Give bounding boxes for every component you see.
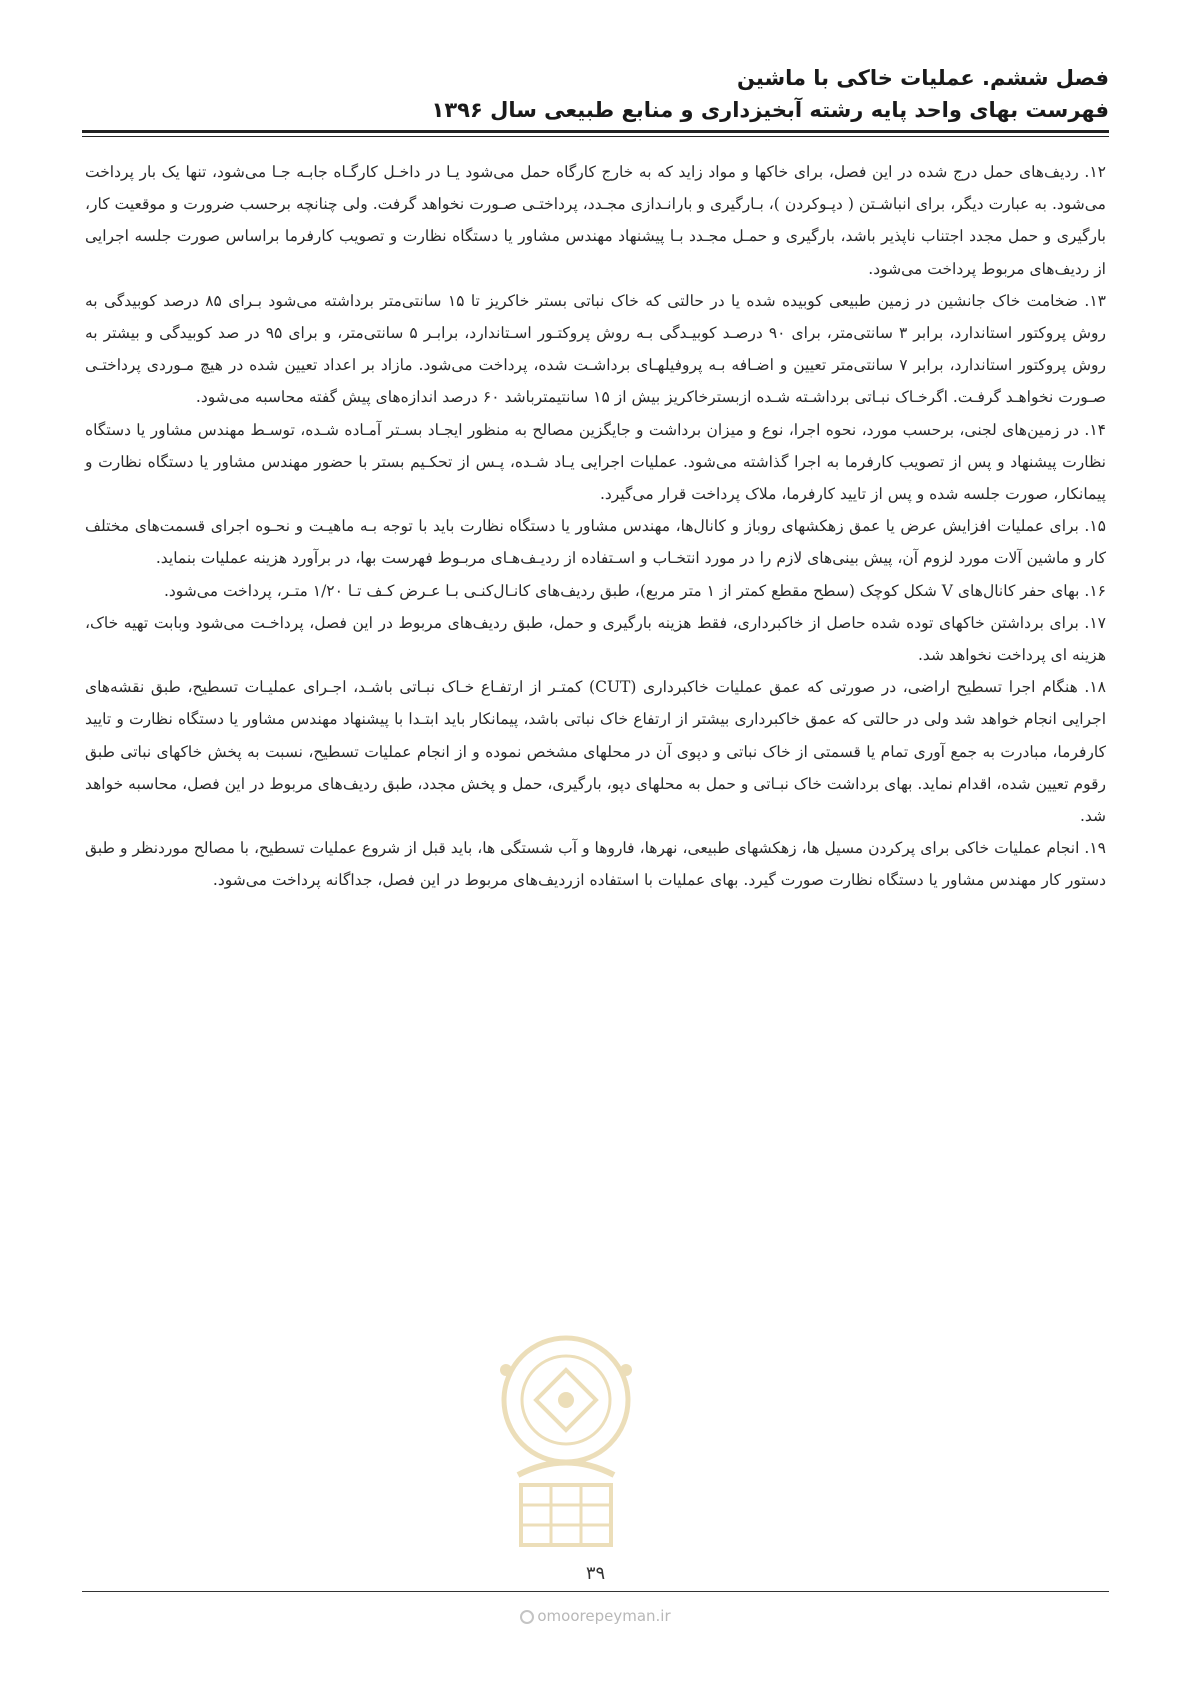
paragraph-17: ۱۷. برای برداشتن خاکهای توده شده حاصل از خاکبرداری، فقط هزینه بارگیری و حمل، طبق ردیف‌های مربوط در این فصل، پرداخـت می‌شود وبابت تهیه خاک، هزینه ای پرداخت نخواهد شد. [85, 613, 1106, 665]
paragraph-15: ۱۵. برای عملیات افزایش عرض یا عمق زهکشهای روباز و کانال‌ها، مهندس مشاور یا دستگاه نظارت باید با توجه بـه ماهیـت و نحـوه اجرای قسمت‌های مختلف کار و ماشین آلات مورد لزوم آن، پیش بینی‌های لازم را در مورد انتخـاب و اسـتفاده از ردیـف‌هـای مربـوط فهرست بها، در برآورد هزینه عملیات بنماید. [85, 517, 1106, 568]
paragraph-18: ۱۸. هنگام اجرا تسطیح اراضی، در صورتی که عمق عملیات خاکبرداری (CUT) کمتـر از ارتفـاع خـاک نبـاتی باشـد، اجـرای عملیـات تسطیح، طبق نقشه‌های اجرایی انجام خواهد شد ولی در حالتی که عمق خاکبرداری بیشتر از ارتفاع خاک نباتی باشد، پیمانکار باید ابتـدا با پیشنهاد مهندس مشاور یا دستگاه نظارت و تایید کارفرما، مبادرت به جمع آوری تمام یا قسمتی از خاک نباتی و دپوی آن در محلهای مشخص نموده و از انجام عملیات تسطیح، نسبت به پخش خاکهای نباتی طبق رقوم تعیین شده، اقدام نماید. بهای برداشت خاک نبـاتی و حمل به محلهای دپو، بارگیری، حمل و پخش مجدد، طبق ردیف‌های مربوط در این فصل، محاسبه خواهد شد. [85, 678, 1106, 826]
paragraph-13: ۱۳. ضخامت خاک جانشین در زمین طبیعی کوبیده شده یا در حالتی که خاک نباتی بستر خاکریز تا ۱۵ سانتی‌متر برداشته می‌شود بـرای ۸۵ درصد کوبیدگی به روش پروکتور استاندارد، برابر ۳ سانتی‌متر، برای ۹۰ درصـد کوبیـدگی بـه روش پروکتـور اسـتاندارد، برابـر ۵ سانتی‌متر، و برای ۹۵ در صد کوبیدگی و بیشتر به روش پروکتور استاندارد، برابر ۷ سانتی‌متر تعیین و اضـافه بـه پروفیلهـای برداشـت شده، پرداخت می‌شود. مازاد بر اعداد تعیین شده در هیچ مـوردی پرداختـی صـورت نخواهـد گرفـت. اگرخـاک نبـاتی برداشـته شـده ازبسترخاکریز بیش از ۱۵ سانتیمترباشد ۶۰ درصد اندازه‌های پیش گفته محاسبه می‌شود. [85, 291, 1107, 407]
paragraph-12: ۱۲. ردیف‌های حمل درج شده در این فصل، برای خاکها و مواد زاید که به خارج کارگاه حمل می‌شود یـا در داخـل کارگـاه جابـه جـا می‌شود، تنها یک بار پرداخت می‌شود. به عبارت دیگر، برای انباشـتن ( دپـوکردن )، بـارگیری و بارانـدازی مجـدد، پرداختـی صـورت نخواهد گرفت. ولی چنانچه برحسب ضرورت و موقعیت کار، بارگیری و حمل مجدد اجتناب ناپذیر باشد، بارگیری و حمـل مجـدد بـا پیشنهاد مهندس مشاور یا دستگاه نظارت و تصویب کارفرما براساس صورت جلسه اجرایی از ردیف‌های مربوط پرداخت می‌شود. [85, 163, 1106, 278]
document-title: فهرست بهای واحد پایه رشته آبخیزداری و منابع طبیعی سال ۱۳۹۶ [431, 98, 1109, 122]
page-header [82, 62, 1109, 126]
footer-watermark-url [0, 1607, 1191, 1625]
seal-logo-icon [466, 1300, 666, 1570]
footer-divider [82, 1591, 1109, 1592]
chapter-title: فصل ششم. عملیات خاکی با ماشین [736, 66, 1109, 90]
page-number: ۳۹ [585, 1563, 606, 1584]
header-divider-thick [82, 130, 1109, 133]
at-sign-icon [520, 1610, 534, 1624]
paragraph-19: ۱۹. انجام عملیات خاکی برای پرکردن مسیل ها، زهکشهای طبیعی، نهرها، فاروها و آب شستگی ها، باید قبل از شروع عملیات تسطیح، با مصالح موردنظر و طبق دستور کار مهندس مشاور یا دستگاه نظارت صورت گیرد. بهای عملیات با استفاده ازردیف‌های مربوط در این فصل، جداگانه پرداخت می‌شود. [85, 839, 1106, 890]
site-url: omoorepeyman.ir [537, 1607, 671, 1625]
paragraph-16: ۱۶. بهای حفر کانال‌های V شکل کوچک (سطح مقطع کمتر از ۱ متر مربع)، طبق ردیف‌های کانـال‌کنـی بـا عـرض کـف تـا ۱/۲۰ متـر، پرداخت می‌شود. [163, 581, 1106, 600]
header-divider-thin [82, 136, 1109, 137]
body-text [85, 156, 1106, 897]
paragraph-14: ۱۴. در زمین‌های لجنی، برحسب مورد، نحوه اجرا، نوع و میزان برداشت و جایگزین مصالح به منظور ایجـاد بسـتر آمـاده شـده، توسـط مهندس مشاور یا دستگاه نظارت پیشنهاد و پس از تصویب کارفرما به اجرا گذاشته می‌شود. عملیات اجرایی یـاد شـده، پـس از تحکـیم بستر با حضور مهندس مشاور یا دستگاه نظارت و پیمانکار، صورت جلسه شده و پس از تایید کارفرما، ملاک پرداخت قرار می‌گیرد. [85, 420, 1106, 504]
